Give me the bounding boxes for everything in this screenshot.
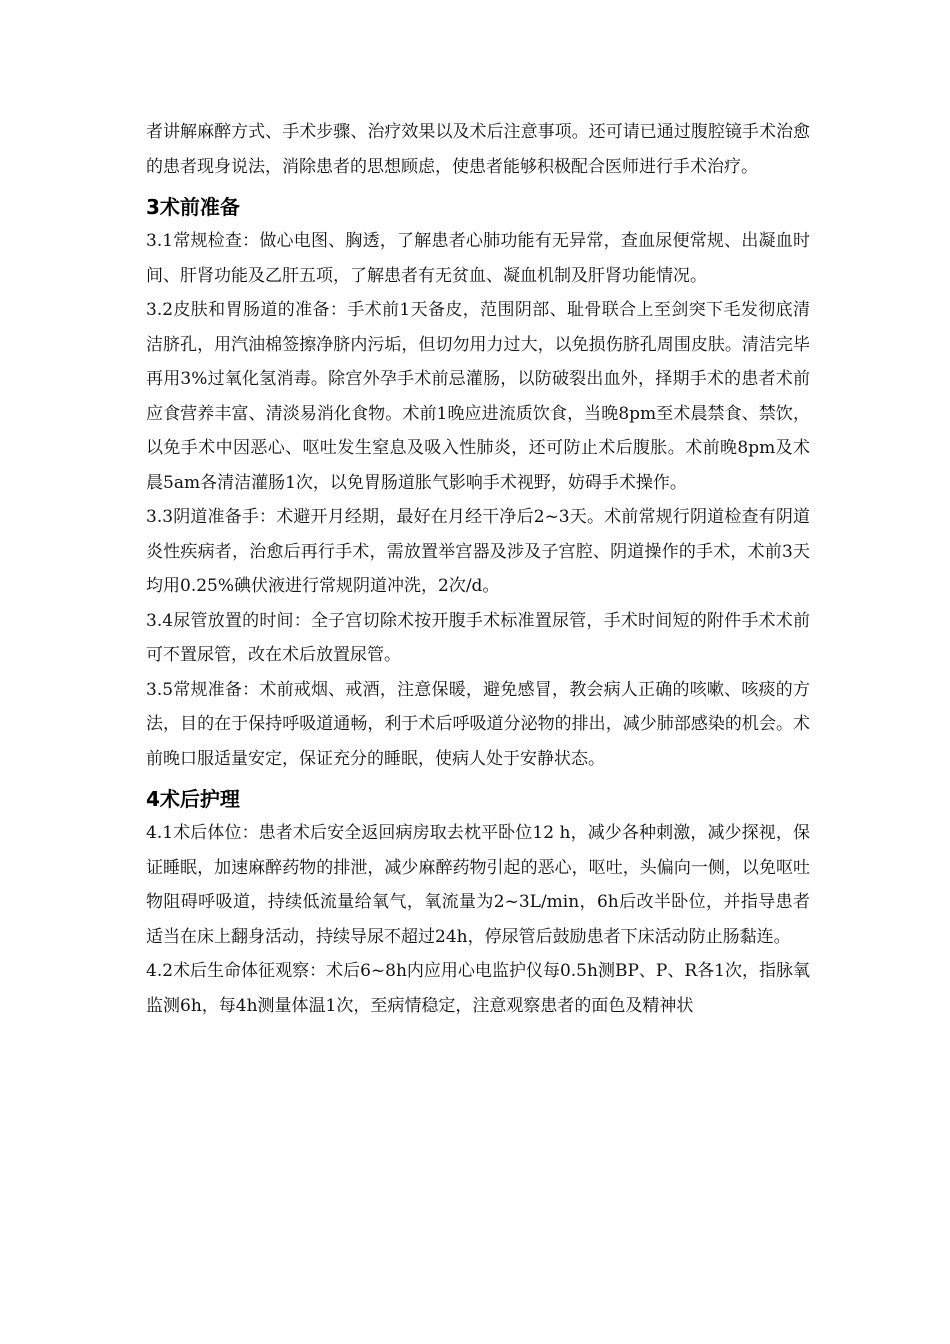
paragraph-3-5: 3.5常规准备：术前戒烟、戒酒，注意保暖，避免感冒，教会病人正确的咳嗽、咳痰的方法，目的在于保持呼吸道通畅，利于术后呼吸道分泌物的排出，减少肺部感染的机会。术前晚口服适量安定，保证充分的睡眠，使病人处于安静状态。	[146, 679, 810, 769]
section-heading-3: 3术前准备	[146, 195, 240, 219]
paragraph-3-1: 3.1常规检查：做心电图、胸透，了解患者心肺功能有无异常，查血尿便常规、出凝血时间、肝肾功能及乙肝五项，了解患者有无贫血、凝血机制及肝肾功能情况。	[146, 231, 810, 286]
document-body	[146, 115, 810, 1023]
paragraph-4-2: 4.2术后生命体征观察：术后6~8h内应用心电监护仪每0.5h测BP、P、R各1次，指脉氧监测6h，每4h测量体温1次，至病情稳定，注意观察患者的面色及精神状	[146, 961, 810, 1016]
paragraph-intro: 者讲解麻醉方式、手术步骤、治疗效果以及术后注意事项。还可请已通过腹腔镜手术治愈的患者现身说法，消除患者的思想顾虑，使患者能够积极配合医师进行手术治疗。	[146, 122, 810, 177]
paragraph-3-4: 3.4尿管放置的时间：全子宫切除术按开腹手术标准置尿管，手术时间短的附件手术术前可不置尿管，改在术后放置尿管。	[146, 610, 810, 665]
section-heading-4: 4术后护理	[146, 787, 240, 811]
paragraph-4-1: 4.1术后体位：患者术后安全返回病房取去枕平卧位12 h，减少各种刺激，减少探视，保证睡眠，加速麻醉药物的排泄，减少麻醉药物引起的恶心，呕吐，头偏向一侧，以免呕吐物阻碍呼吸道，持续低流量给氧气，氧流量为2~3L/min，6h后改半卧位，并指导患者适当在床上翻身活动，持续导尿不超过24h，停尿管后鼓励患者下床活动防止肠黏连。	[146, 823, 810, 947]
paragraph-3-2: 3.2皮肤和胃肠道的准备：手术前1天备皮，范围阴部、耻骨联合上至剑突下毛发彻底清洁脐孔，用汽油棉签擦净脐内污垢，但切勿用力过大，以免损伤脐孔周围皮肤。清洁完毕再用3%过氧化氢消毒。除宫外孕手术前忌灌肠，以防破裂出血外，择期手术的患者术前应食营养丰富、清淡易消化食物。术前1晚应进流质饮食，当晚8pm至术晨禁食、禁饮，以免手术中因恶心、呕吐发生窒息及吸入性肺炎，还可防止术后腹胀。术前晚8pm及术晨5am各清洁灌肠1次，以免胃肠道胀气影响手术视野，妨碍手术操作。	[146, 300, 810, 493]
paragraph-3-3: 3.3阴道准备手：术避开月经期，最好在月经干净后2~3天。术前常规行阴道检查有阴道炎性疾病者，治愈后再行手术，需放置举宫器及涉及子宫腔、阴道操作的手术，术前3天均用0.25%碘伏液进行常规阴道冲洗，2次/d。	[146, 507, 810, 596]
